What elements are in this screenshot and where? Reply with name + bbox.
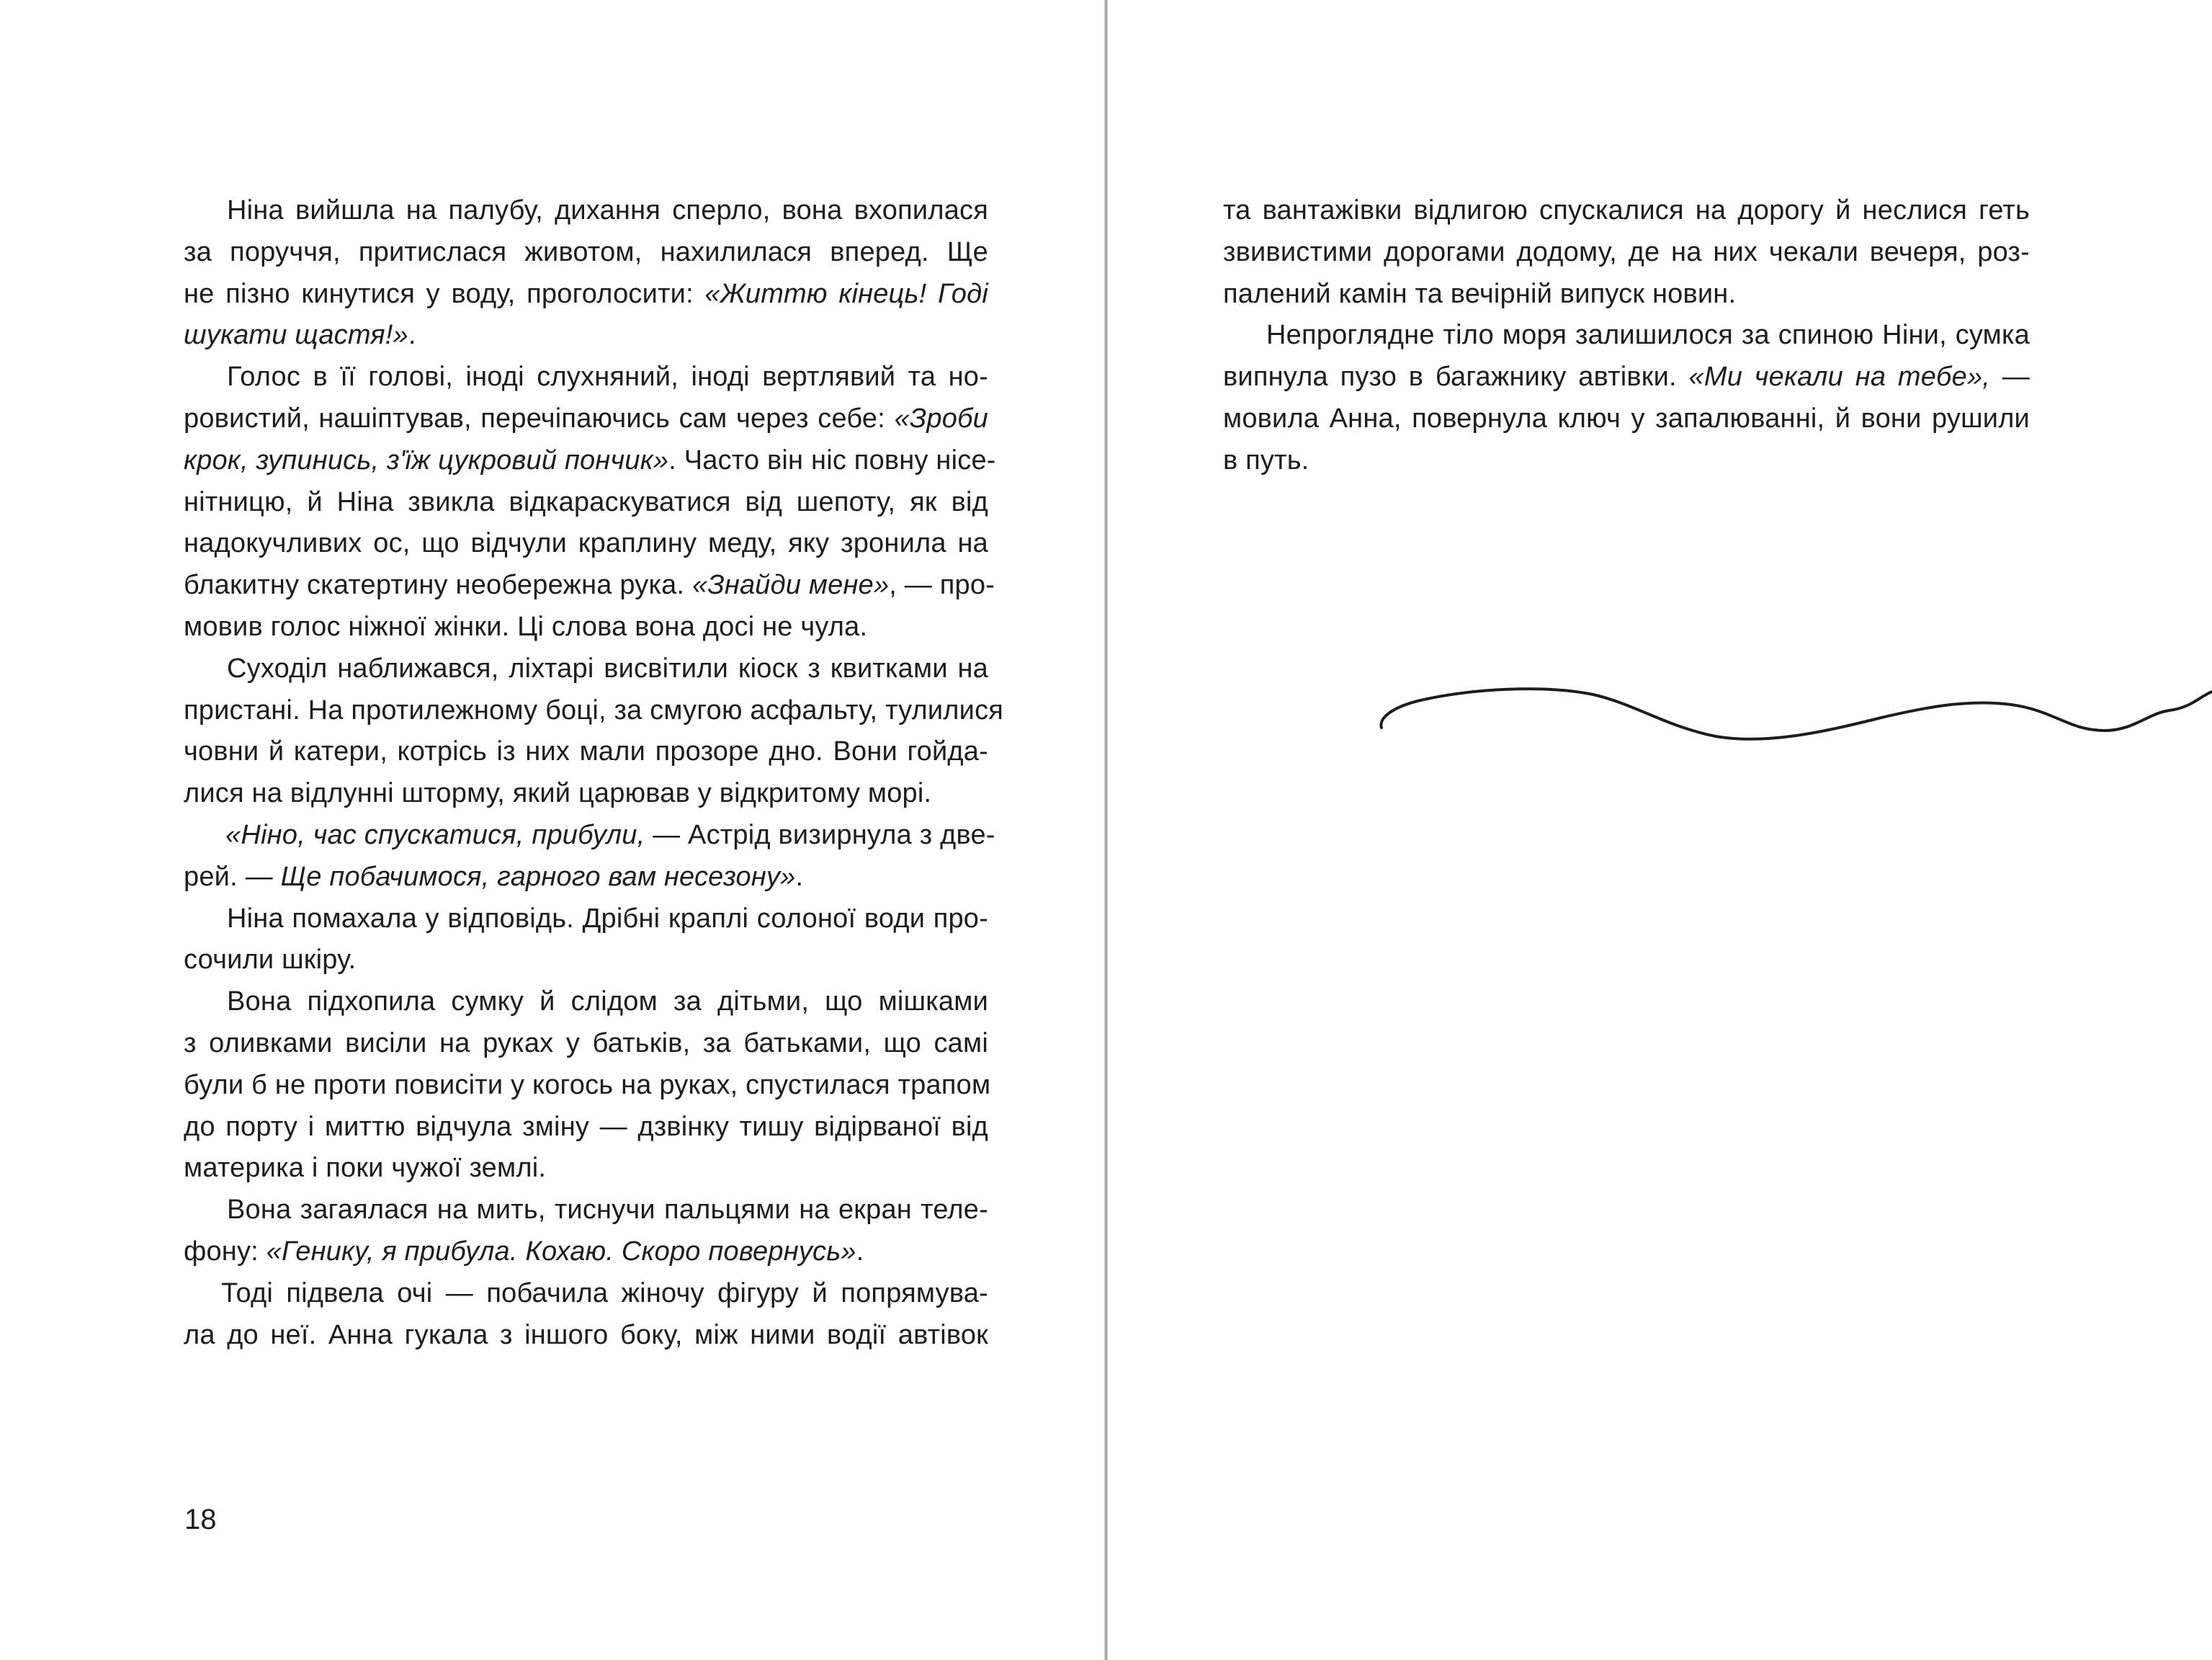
right-page-text — [1223, 190, 2030, 482]
text-line: нітницю, й Ніна звикла відкараскуватися від шепоту, як від — [184, 486, 988, 517]
text-line: пристані. На протилежному боці, за смугою асфальту, тулилися — [184, 695, 1004, 726]
text-line: Вона загаялася на мить, тиснучи пальцями на екран теле- — [227, 1195, 988, 1226]
text-line: за поруччя, притислася животом, нахилилася вперед. Ще — [184, 236, 988, 267]
text-line: мовила Анна, повернула ключ у запалюванні, й вони рушили — [1223, 403, 2030, 434]
text-line: звивистими дорогами додому, де на них чекали вечеря, роз- — [1223, 236, 2030, 267]
text-line: в путь. — [1223, 445, 1309, 476]
text-line: ровистий, нашіптував, перечіпаючись сам через себе: «Зроби — [184, 403, 988, 434]
text-line: були б не проти повисіти у когось на руках, спустилася трапом — [184, 1069, 991, 1100]
text-line: палений камін та вечірній випуск новин. — [1223, 278, 1737, 309]
text-line: Тоді підвела очі — побачила жіночу фігуру й попрямува- — [221, 1277, 988, 1308]
text-line: рей. — Ще побачимося, гарного вам несезону». — [184, 861, 804, 892]
text-line: Ніна вийшла на палубу, дихання сперло, вона вхопилася — [227, 195, 988, 226]
text-line: шукати щастя!». — [184, 320, 416, 351]
text-line: сочили шкіру. — [184, 945, 357, 976]
text-line: материка і поки чужої землі. — [184, 1153, 547, 1184]
text-line: лися на відлунні шторму, який царював у відкритому морі. — [184, 778, 932, 809]
text-line: Голос в її голові, іноді слухняний, іноді вертлявий та но- — [227, 362, 988, 393]
text-line: надокучливих ос, що відчули краплину меду, яку зронила на — [184, 528, 988, 559]
text-line: Ніна помахала у відповідь. Дрібні краплі солоної води про- — [227, 903, 988, 934]
text-line: випнула пузо в багажнику автівки. «Ми чекали на тебе», — — [1223, 362, 2030, 393]
text-line: фону: «Генику, я прибула. Кохаю. Скоро повернусь». — [184, 1236, 864, 1267]
text-line: мовив голос ніжної жінки. Ці слова вона досі не чула. — [184, 611, 868, 642]
text-line: та вантажівки відлигою спускалися на дорогу й неслися геть — [1223, 195, 2030, 226]
text-line: до порту і миттю відчула зміну — дзвінку тишу відірваної від — [184, 1111, 988, 1142]
page-number: 18 — [184, 1504, 217, 1535]
text-line: блакитну скатертину необережна рука. «Знайди мене», — про- — [184, 570, 995, 601]
text-line: з оливками висіли на руках у батьків, за батьками, що самі — [184, 1027, 988, 1058]
text-line: Суходіл наближався, ліхтарі висвітили кіоск з квитками на — [227, 653, 988, 684]
left-page — [0, 0, 1104, 1660]
text-line: Вона підхопила сумку й слідом за дітьми, що мішками — [227, 986, 988, 1017]
text-line: Непроглядне тіло моря залишилося за спиною Ніни, сумка — [1266, 320, 2030, 351]
text-line: крок, зупинись, з'їж цукровий пончик». Часто він ніс повну нісе- — [184, 445, 996, 476]
right-page — [1108, 0, 2212, 1660]
wave-line-ornament — [1377, 670, 2212, 742]
text-line: човни й катери, котрісь із них мали прозоре дно. Вони гойда- — [184, 736, 988, 767]
text-line: ла до неї. Анна гукала з іншого боку, між ними водії автівок — [184, 1319, 988, 1350]
left-page-text — [184, 190, 1004, 1356]
text-line: не пізно кинутися у воду, проголосити: «Життю кінець! Годі — [184, 278, 988, 309]
text-line: «Ніно, час спускатися, прибули, — Астрід визирнула з две- — [225, 819, 995, 850]
wave-line-path — [1381, 689, 2212, 739]
